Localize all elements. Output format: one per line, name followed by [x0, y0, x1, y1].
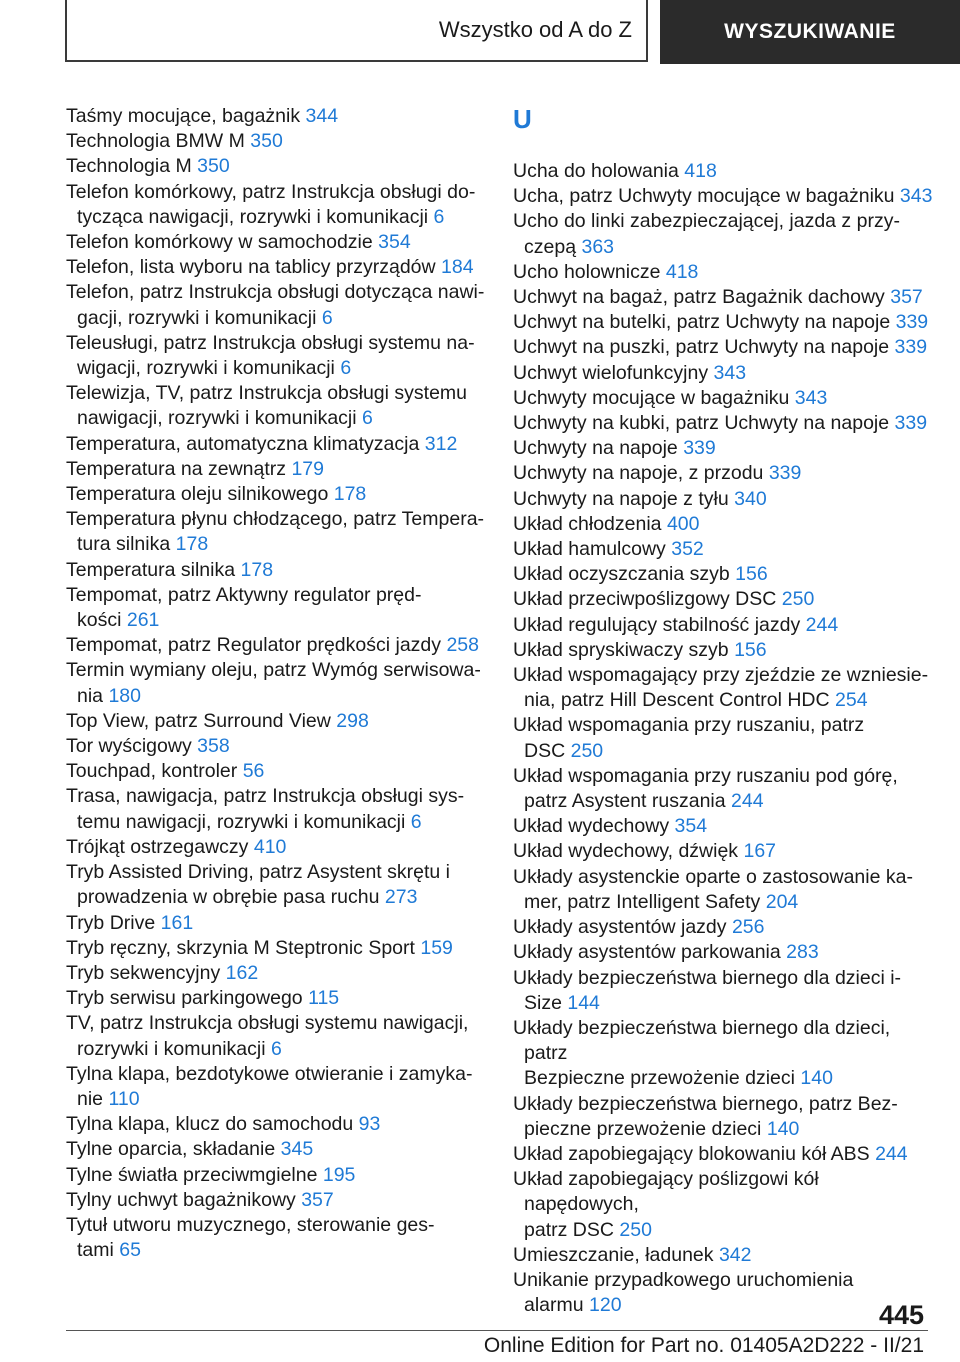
index-entry-text: Uchwyty na napoje, z przodu: [513, 462, 764, 485]
index-entry: [513, 638, 933, 663]
index-entry: [513, 1268, 933, 1318]
index-page-link[interactable]: 344: [305, 105, 339, 127]
index-page-link[interactable]: 339: [894, 336, 928, 359]
index-entry: [66, 432, 486, 457]
index-entry-text: Układ wspomagający przy zjeździe ze wzniesie‐: [513, 664, 929, 687]
index-page-link[interactable]: 250: [570, 739, 604, 762]
index-entry: [66, 734, 486, 759]
index-page-link[interactable]: 6: [410, 810, 422, 833]
index-entry: [513, 966, 933, 1016]
index-entry-text: patrz Asystent ruszania: [524, 790, 726, 813]
index-entry-text: patrz DSC: [524, 1218, 614, 1241]
footer-divider: [66, 1330, 928, 1331]
index-entry: [513, 940, 933, 965]
index-entry: [513, 537, 933, 562]
index-entry: [513, 713, 933, 763]
index-entry: [66, 860, 486, 910]
index-entry-text: Tylna klapa, bezdotykowe otwieranie i zamyka‐: [66, 1062, 473, 1085]
index-entry: [513, 1167, 933, 1243]
index-entry: [66, 835, 486, 860]
index-entry-text: Układy bezpieczeństwa biernego dla dzieci i-: [513, 966, 902, 989]
index-page-link[interactable]: 418: [684, 160, 717, 182]
index-entry-text: Uchwyty mocujące w bagażniku: [513, 386, 790, 409]
index-page-link[interactable]: 254: [835, 689, 868, 712]
index-entry: [513, 562, 933, 587]
index-page-link[interactable]: 178: [175, 533, 209, 556]
index-page-link[interactable]: 339: [768, 462, 802, 485]
index-entry: [513, 1092, 933, 1142]
index-entry: [66, 1062, 486, 1112]
index-page-link[interactable]: 184: [441, 256, 474, 279]
index-entry: [513, 915, 933, 940]
index-entry-text: Tylne oparcia, składanie: [66, 1138, 276, 1161]
index-entry-text: pieczne przewożenie dzieci: [524, 1117, 762, 1140]
index-entry-text: Ucha do holowania: [513, 160, 679, 182]
index-entry: [66, 507, 486, 557]
index-entry-text: Telefon komórkowy, patrz Instrukcja obsługi do‐: [66, 180, 476, 203]
search-tab-label: WYSZUKIWANIE: [724, 20, 896, 43]
index-entry: [66, 961, 486, 986]
index-entry: [513, 1243, 933, 1268]
index-page-link[interactable]: 244: [875, 1142, 908, 1165]
index-page-link[interactable]: 144: [567, 991, 600, 1014]
index-entry: [66, 280, 486, 330]
index-entry-text: Ucho do linki zabezpieczającej, jazda z przy‐: [513, 210, 900, 233]
index-entry-text: kości: [77, 609, 122, 632]
index-entry-text: Technologia M: [66, 155, 192, 178]
index-page-link[interactable]: 357: [890, 286, 923, 309]
index-page-link[interactable]: 115: [308, 987, 340, 1010]
index-entry-text: Bezpieczne przewożenie dzieci: [524, 1067, 795, 1090]
index-entry-text: TV, patrz Instrukcja obsługi systemu nawigacji,: [66, 1012, 469, 1035]
index-entry: [66, 633, 486, 658]
index-entry: [66, 1163, 486, 1188]
index-entry-text: mer, patrz Intelligent Safety: [524, 890, 761, 913]
index-page-link[interactable]: 6: [362, 407, 373, 430]
index-page-link[interactable]: 343: [899, 185, 933, 208]
index-page-link[interactable]: 345: [280, 1138, 314, 1161]
index-page-link[interactable]: 340: [734, 487, 767, 510]
index-entry-text: Temperatura płynu chłodzącego, patrz Tempera‐: [66, 508, 485, 531]
index-entry: [513, 159, 933, 184]
index-entry-text: Układy bezpieczeństwa biernego, patrz Bez‐: [513, 1092, 898, 1115]
index-entry: [66, 709, 486, 734]
index-entry-text: Touchpad, kontroler: [66, 760, 238, 783]
index-entry-text: rozrywki i komunikacji: [77, 1037, 266, 1060]
index-page-link[interactable]: 410: [253, 835, 287, 858]
index-page-link[interactable]: 65: [119, 1239, 141, 1262]
index-entry-text: nawigacji, rozrywki i komunikacji: [77, 407, 357, 430]
index-entry-text: Układ przeciwpoślizgowy DSC: [513, 588, 777, 611]
index-entry: [66, 180, 486, 230]
index-entry-text: Trójkąt ostrzegawczy: [66, 835, 249, 858]
index-entry-text: Tryb serwisu parkingowego: [66, 987, 303, 1010]
index-page-link[interactable]: 204: [765, 890, 799, 913]
index-page-link[interactable]: 179: [291, 457, 324, 480]
index-entry-text: Trasa, nawigacja, patrz Instrukcja obsługi sys‐: [66, 785, 465, 808]
index-entry-text: Size: [524, 991, 562, 1014]
index-page-link[interactable]: 195: [322, 1163, 356, 1186]
index-entry-text: Temperatura na zewnątrz: [66, 457, 287, 480]
index-page-link[interactable]: 418: [665, 260, 699, 283]
index-entry-text: Uchwyty na napoje z tyłu: [513, 487, 729, 510]
index-page-link[interactable]: 140: [800, 1067, 833, 1090]
index-entry-text: czepą: [524, 235, 577, 258]
index-entry: [513, 310, 933, 335]
index-entry-text: Układ hamulcowy: [513, 538, 666, 561]
index-entry-text: tami: [77, 1239, 114, 1262]
index-entry-text: tycząca nawigacji, rozrywki i komunikacji: [77, 205, 429, 228]
index-entry-text: Umieszczanie, ładunek: [513, 1243, 714, 1266]
index-entry: [66, 1011, 486, 1061]
index-entry-text: Top View, patrz Surround View: [66, 709, 331, 732]
index-entry: [513, 184, 933, 209]
index-page-link[interactable]: 6: [433, 205, 445, 228]
index-entry: [66, 759, 486, 784]
index-page-link[interactable]: 363: [581, 235, 615, 258]
index-entry-text: Tryb ręczny, skrzynia M Steptronic Sport: [66, 936, 415, 959]
index-column-right: [513, 104, 933, 1318]
index-entry: [66, 911, 486, 936]
index-column-left: [66, 104, 486, 1263]
index-page-link[interactable]: 6: [340, 357, 352, 380]
index-entry: [66, 381, 486, 431]
index-entry-text: Uchwyt wielofunkcyjny: [513, 361, 709, 384]
index-entry-text: Tryb Drive: [66, 911, 156, 934]
index-entry: [66, 986, 486, 1011]
index-entry-text: Układy asystenckie oparte o zastosowanie ka‐: [513, 865, 913, 888]
index-page-link[interactable]: 283: [786, 941, 819, 964]
index-page-link[interactable]: 250: [781, 588, 815, 611]
index-page-link[interactable]: 56: [242, 760, 265, 783]
index-entry-text: Tylny uchwyt bagażnikowy: [66, 1188, 296, 1211]
index-entry-text: Układy bezpieczeństwa biernego dla dzieci, patrz: [513, 1016, 891, 1065]
index-entry: [513, 461, 933, 486]
index-entry-text: Układ wydechowy: [513, 815, 670, 838]
index-entry: [513, 865, 933, 915]
index-entry-text: Technologia BMW M: [66, 130, 245, 153]
index-page-link[interactable]: 343: [713, 361, 747, 384]
index-entry-text: Temperatura, automatyczna klimatyzacja: [66, 432, 420, 455]
index-page-link[interactable]: 312: [424, 432, 458, 455]
index-entry: [66, 129, 486, 154]
index-page-link[interactable]: 180: [108, 684, 141, 707]
index-entry: [513, 663, 933, 713]
index-entry: [513, 1016, 933, 1092]
index-entry-text: Tylna klapa, klucz do samochodu: [66, 1113, 354, 1136]
index-entry: [66, 482, 486, 507]
index-page-link[interactable]: 357: [301, 1188, 334, 1211]
index-entry: [513, 512, 933, 537]
index-entry: [513, 1142, 933, 1167]
index-entry-text: Układ regulujący stabilność jazdy: [513, 613, 801, 636]
index-page-link[interactable]: 156: [734, 638, 767, 661]
index-page-link[interactable]: 339: [895, 311, 929, 334]
index-page-link[interactable]: 244: [731, 790, 764, 813]
index-entry-text: Uchwyt na puszki, patrz Uchwyty na napoje: [513, 336, 890, 359]
header-section-box: [65, 0, 648, 62]
index-entry-text: Telefon, lista wyboru na tablicy przyrządów: [66, 256, 436, 279]
index-entries-u: [513, 159, 933, 1318]
index-page-link[interactable]: 244: [805, 613, 839, 636]
index-entry-text: Uchwyty na kubki, patrz Uchwyty na napoje: [513, 412, 890, 435]
index-page-link[interactable]: 342: [718, 1243, 752, 1266]
index-page-link[interactable]: 6: [270, 1037, 282, 1060]
index-page-link[interactable]: 159: [420, 936, 453, 959]
index-entry-text: Układ wspomagania przy ruszaniu pod górę,: [513, 764, 898, 787]
index-page-link[interactable]: 140: [766, 1117, 800, 1140]
index-page-link[interactable]: 343: [794, 386, 828, 409]
index-entry-text: DSC: [524, 739, 566, 762]
index-entry-text: alarmu: [524, 1294, 584, 1317]
index-entry-text: Temperatura silnika: [66, 558, 236, 581]
index-page-link[interactable]: 354: [378, 231, 411, 254]
index-entry-text: Uchwyt na bagaż, patrz Bagażnik dachowy: [513, 286, 885, 309]
index-entry: [513, 361, 933, 386]
index-letter-heading: U: [513, 104, 532, 134]
index-entry: [513, 209, 933, 259]
index-entry: [66, 154, 486, 179]
index-entry-text: nie: [77, 1087, 104, 1110]
index-entry: [513, 335, 933, 360]
index-page-link[interactable]: 400: [666, 512, 700, 535]
page-number: 445: [878, 1300, 924, 1330]
index-page-link[interactable]: 352: [671, 538, 704, 561]
index-entry-text: nia, patrz Hill Descent Control HDC: [524, 689, 830, 712]
index-entry-text: Tempomat, patrz Regulator prędkości jazdy: [66, 634, 442, 657]
index-entry-text: Uchwyty na napoje: [513, 437, 678, 460]
index-entry: [513, 411, 933, 436]
index-page-link[interactable]: 161: [160, 911, 194, 934]
index-page-link[interactable]: 162: [225, 961, 259, 984]
index-entry: [66, 255, 486, 280]
index-page-link[interactable]: 6: [321, 306, 333, 329]
index-entry: [66, 1112, 486, 1137]
index-page-link[interactable]: 354: [674, 815, 708, 838]
index-entry-text: Tryb Assisted Driving, patrz Asystent skrętu i: [66, 861, 450, 884]
index-entry: [66, 558, 486, 583]
index-entry: [66, 230, 486, 255]
index-page-link[interactable]: 110: [108, 1087, 140, 1110]
index-page-link[interactable]: 178: [240, 558, 274, 581]
index-entry-text: Tylne światła przeciwmgielne: [66, 1163, 318, 1186]
index-entry-text: wigacji, rozrywki i komunikacji: [77, 357, 335, 380]
index-entry-text: Taśmy mocujące, bagażnik: [66, 105, 301, 127]
index-page-link[interactable]: 273: [384, 886, 418, 909]
index-entry-text: prowadzenia w obrębie pasa ruchu: [77, 886, 380, 909]
index-entry-text: temu nawigacji, rozrywki i komunikacji: [77, 810, 406, 833]
index-entry: [66, 1213, 486, 1263]
index-page-link[interactable]: 250: [619, 1218, 652, 1241]
index-entry: [66, 457, 486, 482]
index-entry: [66, 331, 486, 381]
index-entry-text: Uchwyt na butelki, patrz Uchwyty na napoje: [513, 311, 891, 334]
index-entry: [513, 839, 933, 864]
index-entry-text: Telewizja, TV, patrz Instrukcja obsługi systemu: [66, 382, 468, 405]
index-entry-text: tura silnika: [77, 533, 171, 556]
index-entry: [513, 487, 933, 512]
index-entry: [513, 814, 933, 839]
index-entry-text: Układ zapobiegający blokowaniu kół ABS: [513, 1142, 870, 1165]
index-page-link[interactable]: 258: [446, 634, 479, 657]
index-entry-text: Unikanie przypadkowego uruchomienia: [513, 1268, 854, 1291]
index-entry: [66, 583, 486, 633]
index-entry-text: Układ oczyszczania szyb: [513, 563, 730, 586]
index-page-link[interactable]: 167: [743, 840, 777, 863]
index-entry: [66, 1137, 486, 1162]
index-page-link[interactable]: 178: [333, 483, 367, 506]
index-entry-text: Temperatura oleju silnikowego: [66, 483, 329, 506]
index-entry-text: nia: [77, 684, 104, 707]
index-entry-text: Tor wyścigowy: [66, 735, 192, 758]
index-page-link[interactable]: 256: [731, 916, 765, 939]
index-entry: [66, 784, 486, 834]
index-entry-text: Układ wydechowy, dźwięk: [513, 840, 739, 863]
index-entry: [513, 285, 933, 310]
index-entry-text: Telefon komórkowy w samochodzie: [66, 231, 373, 254]
index-page-link[interactable]: 93: [358, 1113, 381, 1136]
index-entry: [513, 260, 933, 285]
index-entry: [66, 104, 486, 129]
index-entry-text: Układ chłodzenia: [513, 512, 662, 535]
index-entry: [513, 587, 933, 612]
index-entry-text: Układy asystentów parkowania: [513, 941, 781, 964]
index-entry: [513, 764, 933, 814]
index-entry-text: Termin wymiany oleju, patrz Wymóg serwisowa‐: [66, 659, 481, 682]
index-page-link[interactable]: 261: [126, 609, 160, 632]
index-entry-text: Układ zapobiegający poślizgowi kół napędowych,: [513, 1168, 819, 1216]
index-page-link[interactable]: 350: [250, 130, 283, 153]
index-entry-text: Telefon, patrz Instrukcja obsługi dotycząca nawi‐: [66, 281, 485, 304]
index-entry-text: gacji, rozrywki i komunikacji: [77, 306, 317, 329]
search-tab[interactable]: [660, 0, 960, 64]
index-entry-text: Ucho holownicze: [513, 260, 661, 283]
index-entry: [66, 1188, 486, 1213]
index-entry: [513, 436, 933, 461]
index-entry-text: Układ spryskiwaczy szyb: [513, 638, 729, 661]
index-page-link[interactable]: 339: [894, 412, 928, 435]
index-entry-text: Ucha, patrz Uchwyty mocujące w bagażniku: [513, 185, 895, 208]
index-entry-text: Układ wspomagania przy ruszaniu, patrz: [513, 714, 865, 737]
edition-footer: Online Edition for Part no. 01405A2D222 - II/21: [483, 1334, 924, 1357]
index-page-link[interactable]: 298: [336, 709, 369, 732]
index-entry: [513, 613, 933, 638]
index-page-link[interactable]: 120: [589, 1294, 622, 1317]
index-entry-text: Tryb sekwencyjny: [66, 961, 221, 984]
index-entry: [66, 936, 486, 961]
index-page-link[interactable]: 156: [735, 563, 768, 586]
index-entry-text: Tytuł utworu muzycznego, sterowanie ges‐: [66, 1213, 435, 1236]
index-page-link[interactable]: 358: [197, 735, 230, 758]
index-page-link[interactable]: 350: [197, 155, 230, 178]
index-entry-text: Tempomat, patrz Aktywny regulator pręd‐: [66, 583, 422, 606]
index-entry: [66, 658, 486, 708]
index-entry-text: Układy asystentów jazdy: [513, 916, 727, 939]
section-title: Wszystko od A do Z: [438, 17, 632, 42]
index-entry-text: Teleusługi, patrz Instrukcja obsługi systemu na‐: [66, 331, 475, 354]
index-page-link[interactable]: 339: [683, 437, 716, 460]
index-entry: [513, 386, 933, 411]
